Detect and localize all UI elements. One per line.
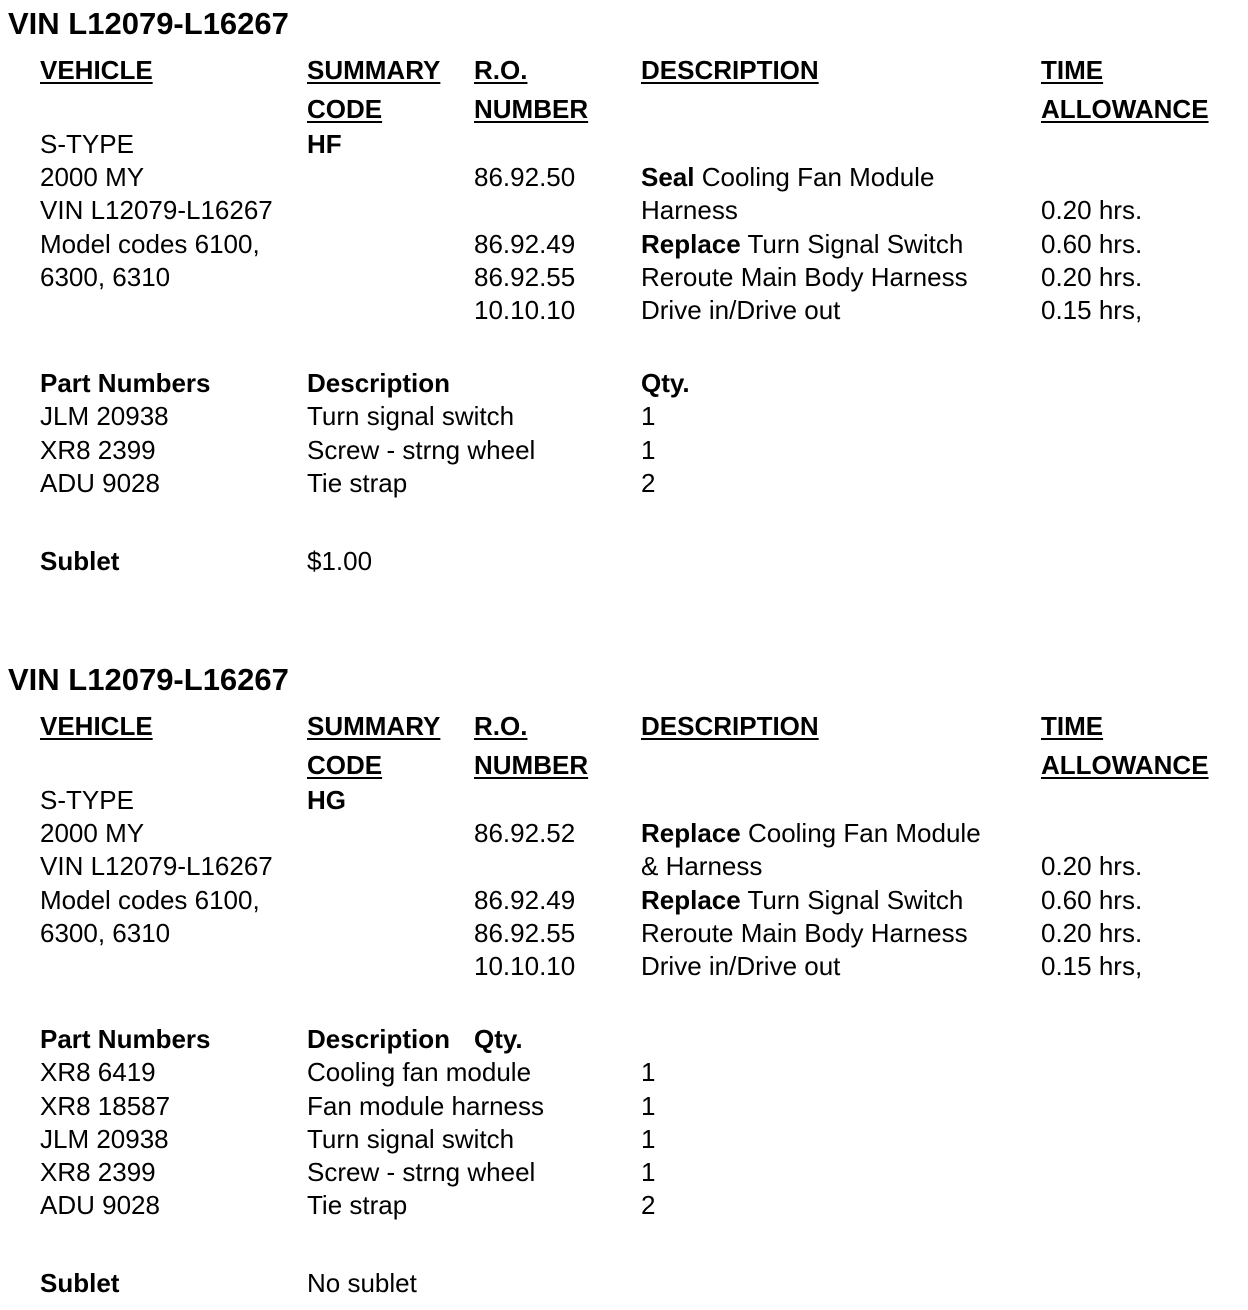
vehicle-line: S-TYPE (40, 129, 134, 159)
part-qty: 2 (641, 1190, 656, 1220)
vehicle-line: 6300, 6310 (40, 262, 171, 292)
part-description: Turn signal switch (307, 401, 515, 431)
part-number: JLM 20938 (40, 1124, 169, 1154)
parts-header-qty: Qty. (641, 368, 690, 398)
part-number: XR8 2399 (40, 1157, 156, 1187)
operation-action: Replace (641, 885, 741, 915)
header-number: NUMBER (474, 94, 589, 124)
operation-description (641, 817, 981, 850)
operation-text: Cooling Fan Module (740, 818, 981, 848)
part-number: XR8 6419 (40, 1057, 156, 1087)
operation-description (641, 228, 963, 261)
time-allowance: 0.60 hrs. (1041, 229, 1143, 259)
part-qty: 1 (641, 1124, 656, 1154)
ro-number: 86.92.55 (474, 918, 576, 948)
part-description: Tie strap (307, 1190, 408, 1220)
time-allowance: 0.20 hrs. (1041, 262, 1143, 292)
vehicle-line: 6300, 6310 (40, 918, 171, 948)
part-number: ADU 9028 (40, 1190, 160, 1220)
section-title: VIN L12079-L16267 (8, 6, 289, 41)
part-qty: 1 (641, 1057, 656, 1087)
summary-code: HG (307, 785, 346, 815)
operation-action: Replace (641, 818, 741, 848)
operation-text: Turn Signal Switch (740, 885, 964, 915)
header-vehicle: VEHICLE (40, 711, 153, 741)
header-ro: R.O. (474, 55, 528, 85)
header-ro: R.O. (474, 711, 528, 741)
parts-header-qty: Qty. (474, 1024, 523, 1054)
part-number: XR8 18587 (40, 1091, 171, 1121)
operation-description-cont: Harness (641, 195, 738, 225)
sublet-value: $1.00 (307, 546, 373, 576)
sublet-label: Sublet (40, 1268, 120, 1298)
header-number: NUMBER (474, 750, 589, 780)
ro-number: 86.92.52 (474, 818, 576, 848)
header-code: CODE (307, 94, 383, 124)
vehicle-line: VIN L12079-L16267 (40, 195, 273, 225)
part-description: Turn signal switch (307, 1124, 515, 1154)
parts-header-number: Part Numbers (40, 368, 211, 398)
part-description: Screw - strng wheel (307, 1157, 536, 1187)
header-summary: SUMMARY (307, 55, 441, 85)
part-qty: 1 (641, 435, 656, 465)
vehicle-line: S-TYPE (40, 785, 134, 815)
part-qty: 2 (641, 468, 656, 498)
header-time: TIME (1041, 711, 1104, 741)
header-code: CODE (307, 750, 383, 780)
parts-header-number: Part Numbers (40, 1024, 211, 1054)
time-allowance: 0.20 hrs. (1041, 918, 1143, 948)
ro-number: 10.10.10 (474, 951, 576, 981)
section-title: VIN L12079-L16267 (8, 662, 289, 697)
time-allowance: 0.20 hrs. (1041, 195, 1143, 225)
operation-text: Cooling Fan Module (694, 162, 935, 192)
time-allowance: 0.15 hrs, (1041, 951, 1143, 981)
vehicle-line: Model codes 6100, (40, 885, 260, 915)
operation-action: Replace (641, 229, 741, 259)
vehicle-line: VIN L12079-L16267 (40, 851, 273, 881)
operation-description: Drive in/Drive out (641, 295, 841, 325)
part-description: Cooling fan module (307, 1057, 532, 1087)
part-number: JLM 20938 (40, 401, 169, 431)
header-vehicle: VEHICLE (40, 55, 153, 85)
part-qty: 1 (641, 1157, 656, 1187)
time-allowance: 0.20 hrs. (1041, 851, 1143, 881)
part-qty: 1 (641, 401, 656, 431)
time-allowance: 0.15 hrs, (1041, 295, 1143, 325)
header-description: DESCRIPTION (641, 711, 819, 741)
part-qty: 1 (641, 1091, 656, 1121)
header-summary: SUMMARY (307, 711, 441, 741)
time-allowance: 0.60 hrs. (1041, 885, 1143, 915)
header-allowance: ALLOWANCE (1041, 94, 1209, 124)
header-description: DESCRIPTION (641, 55, 819, 85)
ro-number: 86.92.50 (474, 162, 576, 192)
operation-description: Reroute Main Body Harness (641, 918, 968, 948)
header-time: TIME (1041, 55, 1104, 85)
part-description: Tie strap (307, 468, 408, 498)
header-allowance: ALLOWANCE (1041, 750, 1209, 780)
operation-text: Turn Signal Switch (740, 229, 964, 259)
parts-header-description: Description (307, 368, 451, 398)
part-number: ADU 9028 (40, 468, 160, 498)
part-number: XR8 2399 (40, 435, 156, 465)
operation-description-cont: & Harness (641, 851, 763, 881)
operation-description: Drive in/Drive out (641, 951, 841, 981)
operation-action: Seal (641, 162, 695, 192)
parts-header-description: Description (307, 1024, 451, 1054)
summary-code: HF (307, 129, 342, 159)
ro-number: 86.92.55 (474, 262, 576, 292)
ro-number: 86.92.49 (474, 229, 576, 259)
part-description: Screw - strng wheel (307, 435, 536, 465)
vehicle-line: 2000 MY (40, 818, 145, 848)
operation-description (641, 884, 963, 917)
part-description: Fan module harness (307, 1091, 545, 1121)
operation-description: Reroute Main Body Harness (641, 262, 968, 292)
vehicle-line: 2000 MY (40, 162, 145, 192)
ro-number: 10.10.10 (474, 295, 576, 325)
operation-description (641, 161, 934, 194)
sublet-label: Sublet (40, 546, 120, 576)
sublet-value: No sublet (307, 1268, 417, 1298)
ro-number: 86.92.49 (474, 885, 576, 915)
vehicle-line: Model codes 6100, (40, 229, 260, 259)
